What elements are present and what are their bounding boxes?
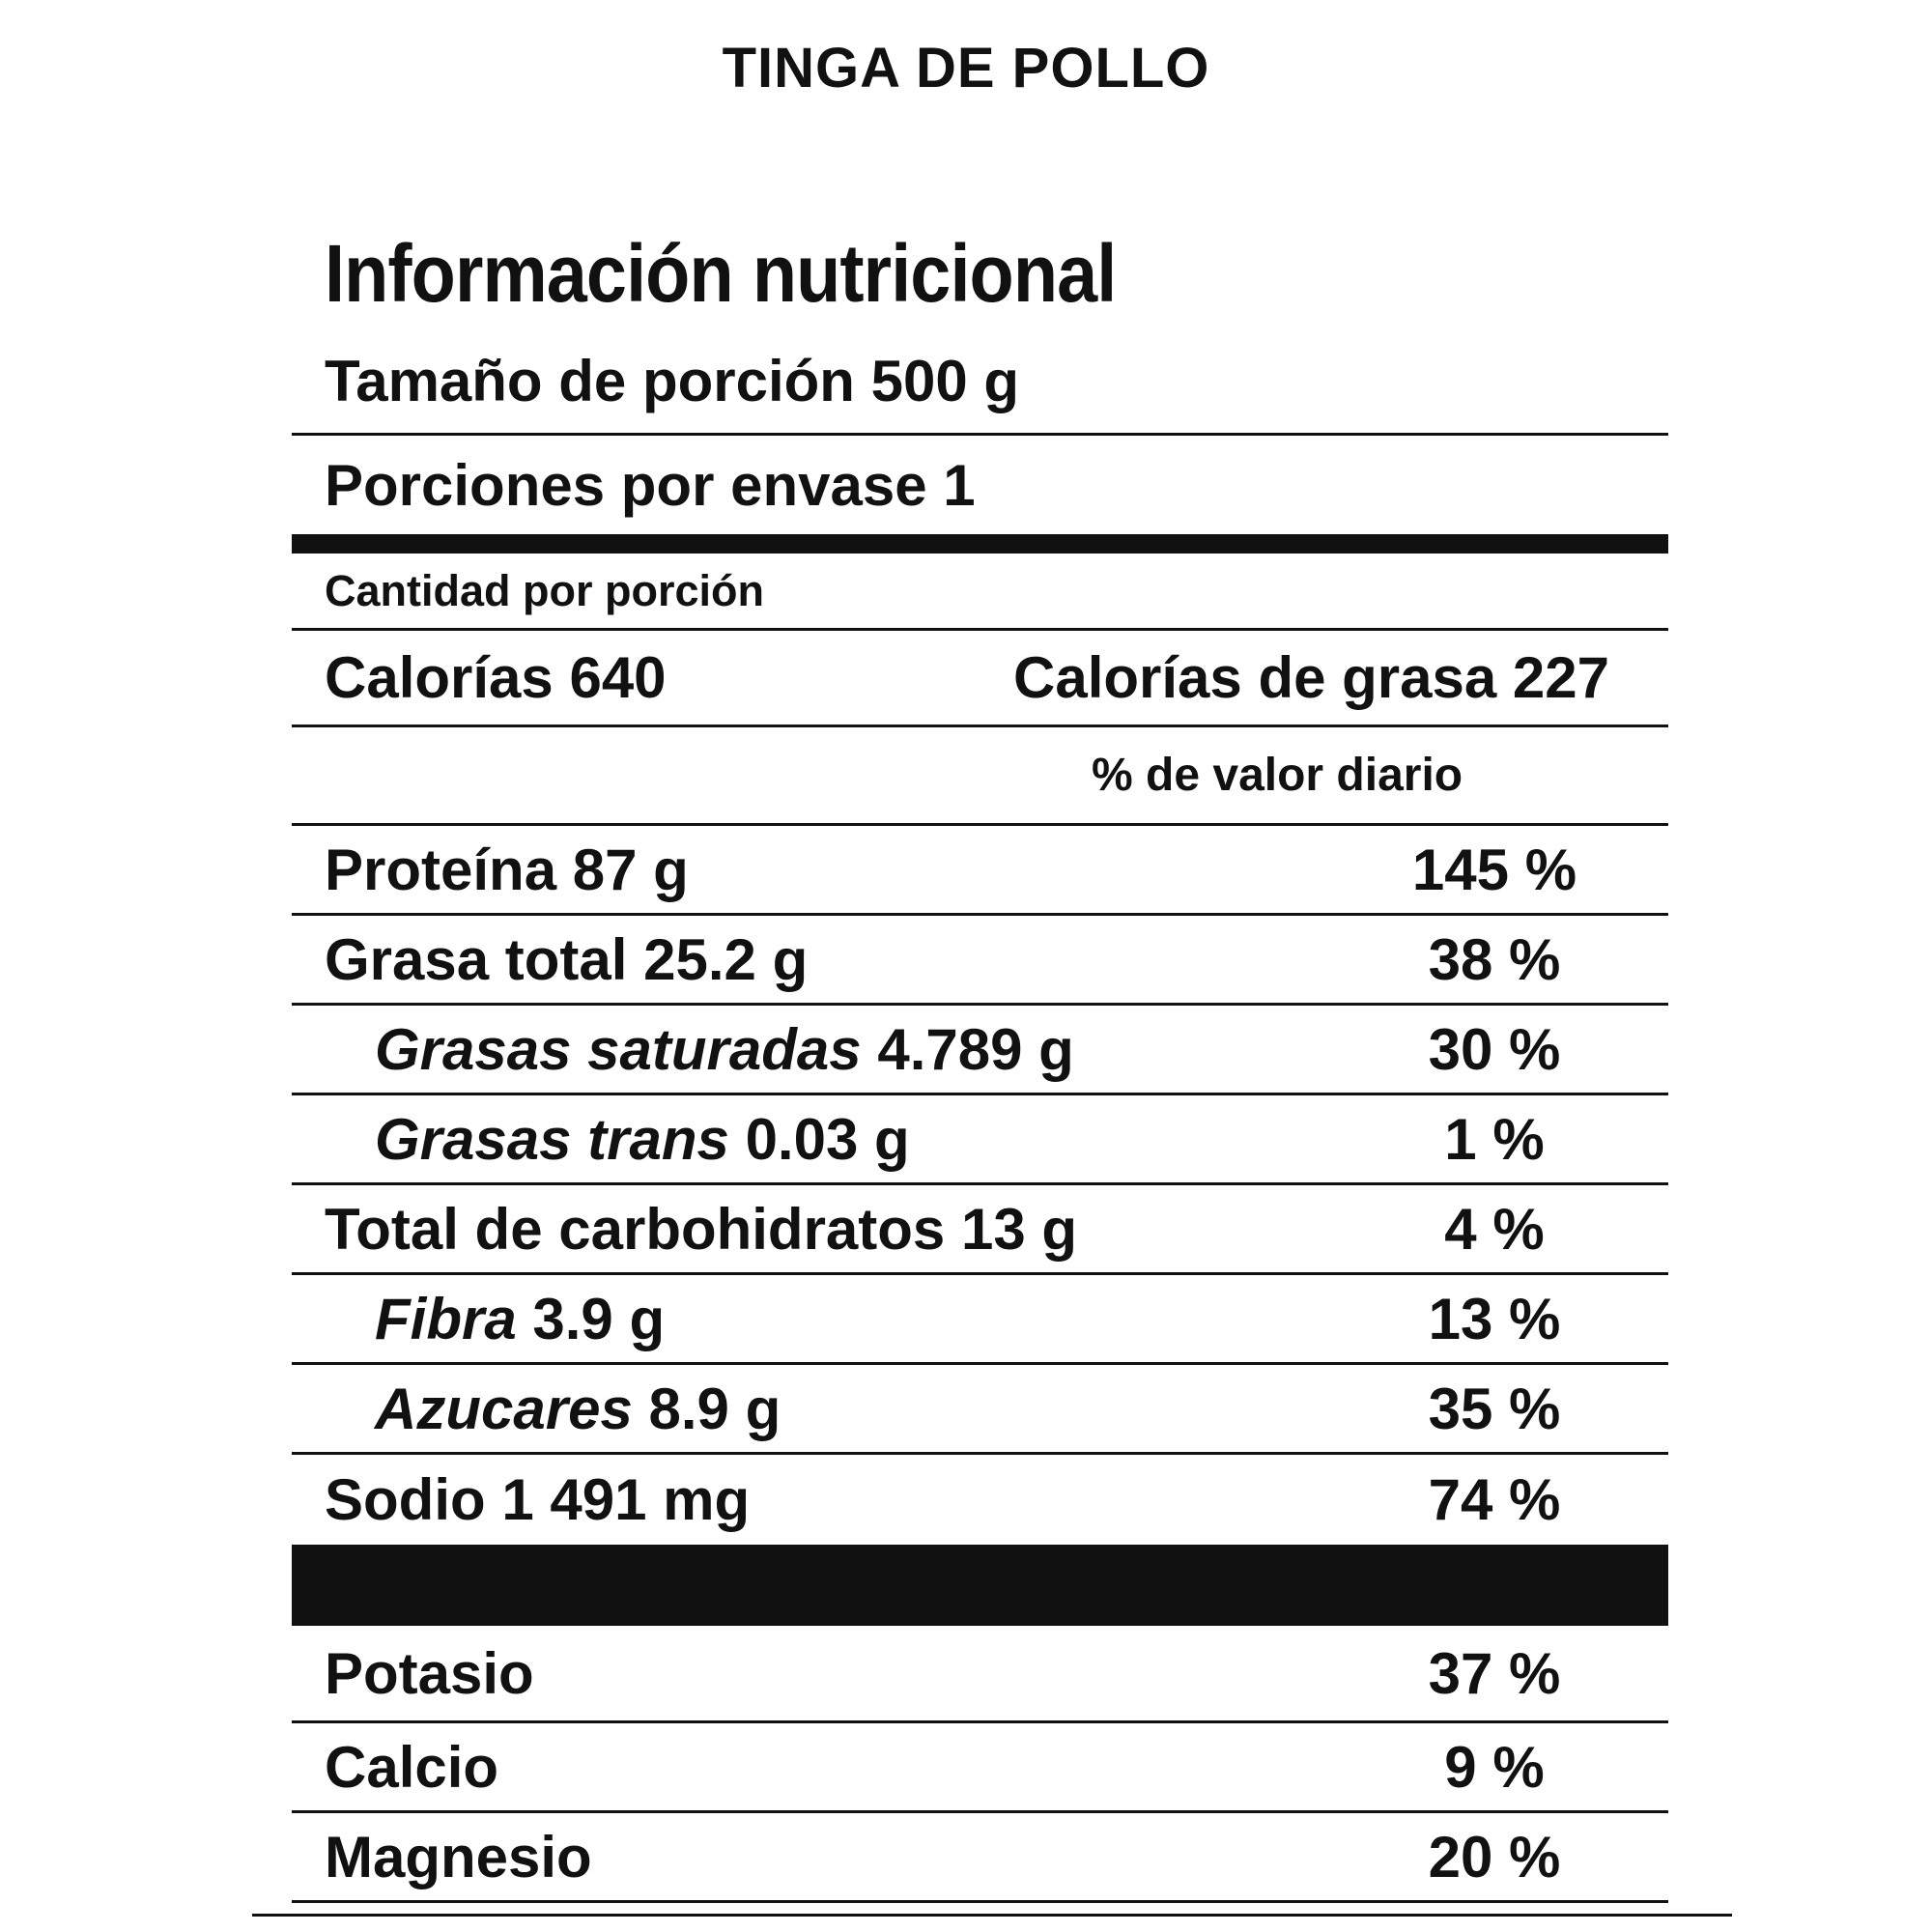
- calories: Calorías 640: [325, 645, 667, 710]
- nutrient-row-fiber: [292, 1275, 1668, 1365]
- bottom-rule: [252, 1914, 1732, 1917]
- amount-per-serving-row: [292, 554, 1668, 631]
- calories-row: [292, 631, 1668, 727]
- nutrient-name: Proteína: [325, 837, 557, 902]
- nutrient-daily-value: 1 %: [1444, 1106, 1545, 1172]
- mineral-daily-value: 9 %: [1444, 1734, 1545, 1800]
- calories-from-fat: Calorías de grasa 227: [1013, 645, 1610, 710]
- section-divider-bar: [292, 1545, 1668, 1626]
- nutrient-amount: 4.789 g: [877, 1016, 1074, 1082]
- nutrient-row-protein: [292, 826, 1668, 916]
- nutrient-name: Grasas trans: [375, 1106, 729, 1172]
- nutrient-daily-value: 35 %: [1428, 1376, 1561, 1441]
- daily-value-header: % de valor diario: [1092, 750, 1463, 801]
- nutrient-amount: 13 g: [960, 1196, 1078, 1262]
- serving-size: Tamaño de porción 500 g: [325, 349, 1020, 413]
- nutrient-amount: 8.9 g: [648, 1376, 781, 1441]
- nutrient-row-trans-fat: [292, 1095, 1668, 1185]
- nutrient-row-total-fat: [292, 916, 1668, 1006]
- nutrient-amount: 87 g: [572, 837, 689, 902]
- nutrient-amount: 1 491 mg: [501, 1467, 751, 1532]
- nutrient-daily-value: 145 %: [1411, 837, 1577, 902]
- nutrient-daily-value: 74 %: [1428, 1467, 1561, 1532]
- product-title: TINGA DE POLLO: [722, 37, 1210, 99]
- daily-value-header-row: [292, 727, 1668, 826]
- nutrient-daily-value: 30 %: [1428, 1016, 1561, 1082]
- nutrient-amount: 25.2 g: [643, 926, 809, 992]
- mineral-row-magnesium: [292, 1813, 1668, 1903]
- nutrient-row-sodium: [292, 1455, 1668, 1545]
- thick-divider: [292, 534, 1668, 554]
- mineral-name: Potasio: [325, 1640, 534, 1706]
- nutrient-name: Total de carbohidratos: [325, 1196, 946, 1262]
- nutrition-facts-label: [292, 217, 1668, 1903]
- nutrient-row-saturated-fat: [292, 1006, 1668, 1095]
- nutrient-daily-value: 38 %: [1428, 926, 1561, 992]
- nutrient-amount: 3.9 g: [532, 1286, 666, 1351]
- mineral-name: Calcio: [325, 1734, 499, 1800]
- nutrient-amount: 0.03 g: [745, 1106, 910, 1172]
- servings-per-container: Porciones por envase 1: [325, 452, 976, 518]
- nutrient-name: Azucares: [375, 1376, 633, 1441]
- nutrient-name: Grasas saturadas: [375, 1016, 862, 1082]
- servings-per-container-row: [292, 436, 1668, 534]
- nutrient-row-sugars: [292, 1365, 1668, 1455]
- serving-size-row: [292, 329, 1668, 436]
- nutrient-name: Fibra: [375, 1286, 517, 1351]
- nutrient-name: Sodio: [325, 1467, 486, 1532]
- mineral-daily-value: 37 %: [1428, 1640, 1561, 1706]
- mineral-row-calcium: [292, 1723, 1668, 1813]
- nutrient-row-carbohydrates: [292, 1185, 1668, 1275]
- nutrient-daily-value: 4 %: [1444, 1196, 1545, 1262]
- mineral-name: Magnesio: [325, 1824, 592, 1889]
- label-heading: Información nutricional: [325, 228, 1117, 319]
- nutrient-name: Grasa total: [325, 926, 628, 992]
- mineral-daily-value: 20 %: [1428, 1824, 1561, 1889]
- mineral-row-potassium: [292, 1626, 1668, 1723]
- amount-per-serving: Cantidad por porción: [325, 565, 764, 615]
- nutrient-daily-value: 13 %: [1428, 1286, 1561, 1351]
